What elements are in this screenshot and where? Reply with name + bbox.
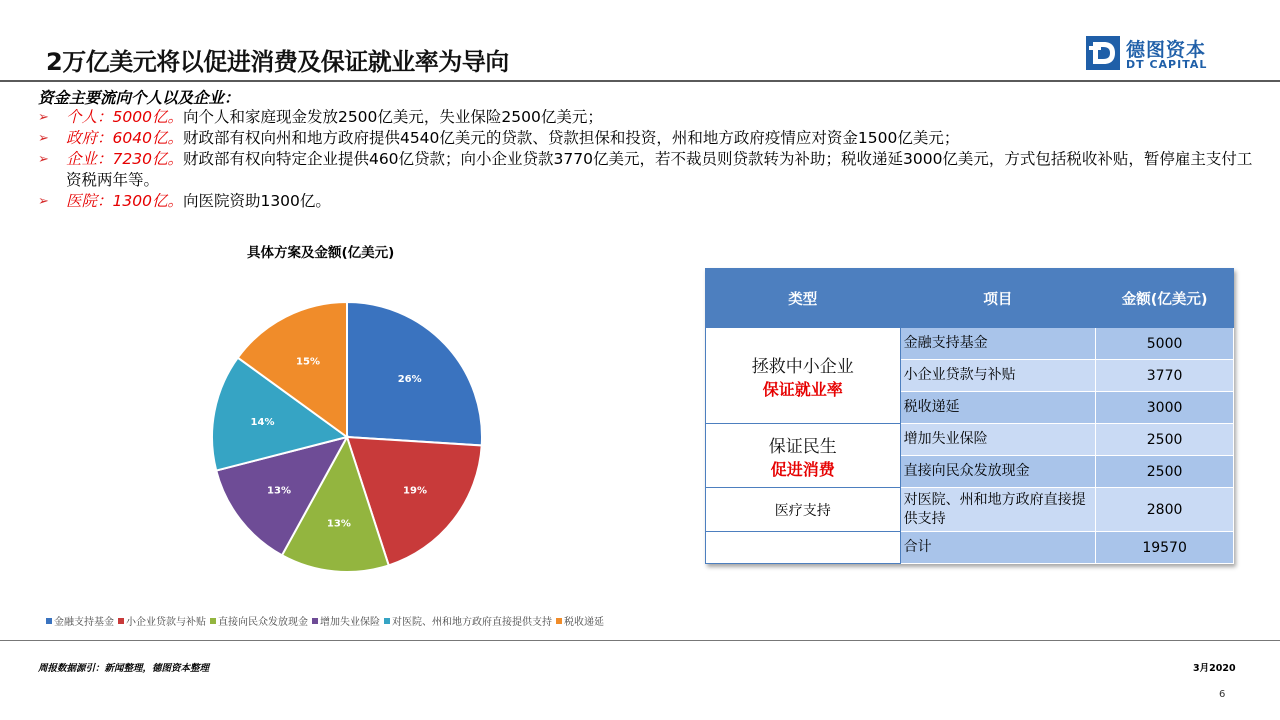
page-number: 6	[1219, 689, 1226, 700]
legend-label: 税收递延	[564, 617, 604, 628]
pie-label-2: 13%	[326, 518, 351, 530]
group-label: 拯救中小企业	[751, 356, 854, 377]
group-label: 保证民生	[768, 436, 837, 457]
legend-label: 对医院、州和地方政府直接提供支持	[392, 617, 552, 628]
table-row-total	[706, 532, 1234, 564]
bullet-text: 向医院资助1300亿。	[182, 192, 331, 210]
bullet-individual	[38, 107, 1253, 128]
logo-text-cn: 德图资本	[1126, 39, 1207, 61]
bullet-lead: 医院：1300亿。	[66, 192, 183, 210]
legend-item	[384, 613, 552, 628]
bullet-list	[38, 107, 1253, 212]
empty-cell	[706, 532, 901, 564]
legend-label: 金融支持基金	[54, 617, 114, 628]
group-sublabel: 促进消费	[770, 459, 835, 479]
pie-label-5: 15%	[296, 356, 320, 368]
company-logo	[1086, 36, 1226, 74]
legend-swatch-5	[556, 618, 562, 624]
item-cell: 合计	[900, 532, 1096, 564]
bullet-lead: 政府：6040亿。	[66, 129, 183, 147]
legend-item	[556, 613, 604, 628]
item-cell: 金融支持基金	[900, 328, 1096, 360]
bullet-text: 财政部有权向州和地方政府提供4540亿美元的贷款、贷款担保和投资，州和地方政府疫情应对资金1500亿美元；	[182, 129, 960, 147]
amount-cell: 5000	[1096, 328, 1234, 360]
amount-cell: 19570	[1096, 532, 1234, 564]
bullet-enterprise	[38, 149, 1253, 191]
table-row	[706, 488, 1234, 532]
source-note: 周报数据源引：新闻整理，德图资本整理	[38, 663, 210, 674]
legend-swatch-2	[210, 618, 216, 624]
chart-title: 具体方案及金额(亿美元)	[247, 245, 395, 261]
arrow-bullet-icon: ➢	[38, 110, 49, 125]
group-cell-sme	[706, 328, 901, 424]
bullet-government	[38, 128, 1253, 149]
footer-divider	[0, 640, 1280, 641]
legend-swatch-3	[312, 618, 318, 624]
header-item: 项目	[900, 269, 1096, 328]
item-cell: 小企业贷款与补贴	[900, 360, 1096, 392]
legend-item	[46, 613, 114, 628]
amount-cell: 3770	[1096, 360, 1234, 392]
legend-item	[210, 613, 308, 628]
item-cell: 直接向民众发放现金	[900, 456, 1096, 488]
legend-swatch-1	[118, 618, 124, 624]
amount-cell: 3000	[1096, 392, 1234, 424]
legend-item	[312, 613, 380, 628]
legend-label: 直接向民众发放现金	[218, 617, 308, 628]
bullet-lead: 企业：7230亿。	[66, 150, 183, 168]
chart-legend	[46, 613, 604, 628]
legend-item	[118, 613, 206, 628]
legend-swatch-4	[384, 618, 390, 624]
intro-heading: 资金主要流向个人以及企业：	[38, 89, 240, 107]
table-header-row	[706, 269, 1234, 328]
logo-text-en: DT CAPITAL	[1126, 58, 1208, 71]
table-row	[706, 424, 1234, 456]
bullet-hospital	[38, 191, 1253, 212]
report-date: 3月2020	[1193, 663, 1236, 674]
pie-label-1: 19%	[403, 485, 427, 497]
legend-swatch-0	[46, 618, 52, 624]
amount-cell: 2800	[1096, 488, 1234, 532]
group-cell-medical	[706, 488, 901, 532]
header-divider	[0, 80, 1280, 82]
item-cell: 税收递延	[900, 392, 1096, 424]
group-sublabel: 保证就业率	[762, 379, 843, 399]
arrow-bullet-icon: ➢	[38, 131, 49, 146]
header-type: 类型	[706, 269, 901, 328]
page-title: 2万亿美元将以促进消费及保证就业率为导向	[46, 48, 509, 76]
dt-logo-icon	[1086, 36, 1120, 70]
arrow-bullet-icon: ➢	[38, 194, 49, 209]
group-cell-livelihood	[706, 424, 901, 488]
allocation-table	[705, 268, 1234, 564]
bullet-lead: 个人：5000亿。	[66, 108, 183, 126]
header-amount: 金额(亿美元)	[1096, 269, 1234, 328]
legend-label: 增加失业保险	[320, 617, 380, 628]
pie-label-3: 13%	[267, 485, 291, 497]
group-label: 医疗支持	[774, 502, 831, 519]
legend-label: 小企业贷款与补贴	[126, 617, 206, 628]
arrow-bullet-icon: ➢	[38, 152, 49, 167]
bullet-text: 财政部有权向特定企业提供460亿贷款；向小企业贷款3770亿美元，若不裁员则贷款转为补助；税收递延3000亿美元，方式包括税收补贴，暂停雇主支付工资税两年等。	[66, 150, 1253, 189]
amount-cell: 2500	[1096, 424, 1234, 456]
item-cell: 对医院、州和地方政府直接提供支持	[900, 488, 1096, 532]
pie-label-0: 26%	[397, 374, 422, 386]
item-cell: 增加失业保险	[900, 424, 1096, 456]
amount-cell: 2500	[1096, 456, 1234, 488]
table-row	[706, 328, 1234, 360]
bullet-text: 向个人和家庭现金发放2500亿美元，失业保险2500亿美元；	[182, 108, 603, 126]
pie-label-4: 14%	[250, 416, 275, 428]
